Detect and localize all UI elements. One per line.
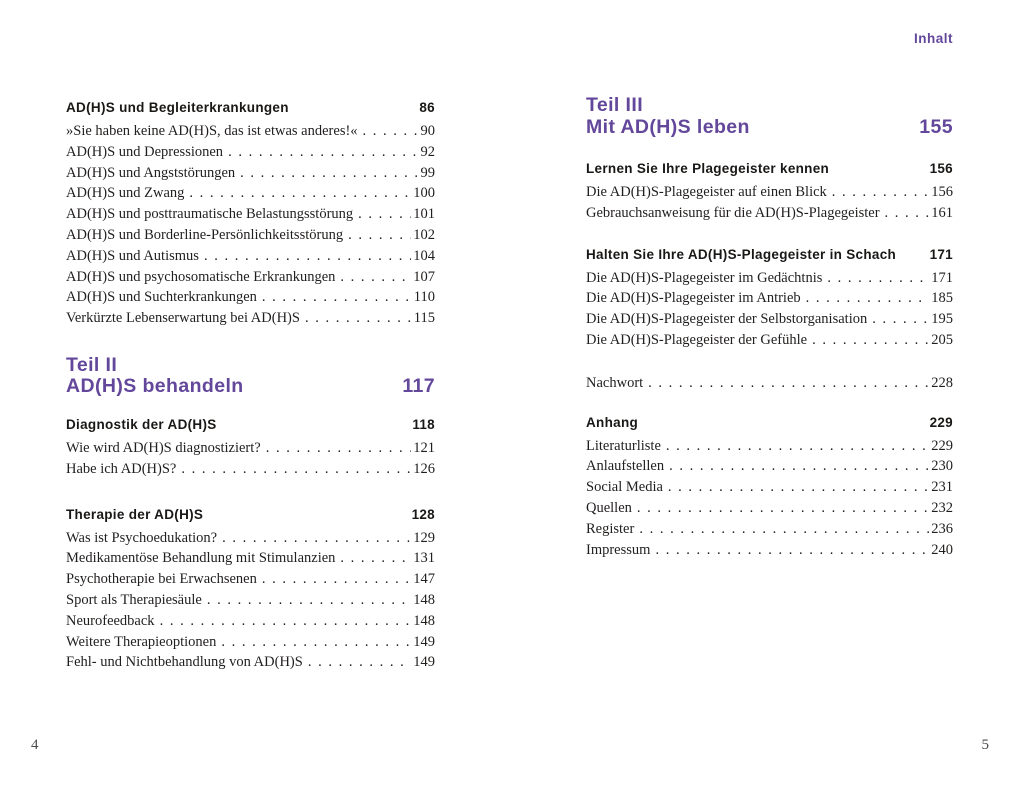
dot-leader <box>308 652 411 673</box>
toc-section-heading <box>66 414 435 436</box>
toc-right-page <box>586 95 953 560</box>
toc-entry <box>586 288 953 309</box>
part-heading-line2: Mit AD(H)S leben <box>586 115 750 138</box>
toc-entry <box>66 438 435 459</box>
toc-entry <box>66 163 435 184</box>
part-heading-teil-3 <box>586 95 953 138</box>
toc-section <box>66 504 435 674</box>
toc-entry <box>66 204 435 225</box>
dot-leader <box>305 308 412 329</box>
toc-entry-page: 161 <box>931 204 953 221</box>
toc-entry <box>586 182 953 203</box>
toc-entry <box>66 142 435 163</box>
dot-leader <box>648 373 929 394</box>
dot-leader <box>655 540 929 561</box>
dot-leader <box>262 569 411 590</box>
toc-entry <box>66 267 435 288</box>
toc-section-page: 128 <box>411 506 435 522</box>
toc-entry-title: Neurofeedback <box>66 612 155 629</box>
page-number-right: 5 <box>981 737 989 753</box>
dot-leader <box>240 163 418 184</box>
toc-entry-title: Die AD(H)S-Plagegeister auf einen Blick <box>586 184 827 200</box>
toc-section-page: 171 <box>929 246 953 262</box>
toc-entry-title: Die AD(H)S-Plagegeister der Gefühle <box>586 331 808 348</box>
toc-section-heading <box>586 158 953 180</box>
toc-entry <box>586 203 953 224</box>
toc-section-title: Anhang <box>586 414 639 430</box>
toc-entry-page: 240 <box>931 541 953 558</box>
toc-entry-title: AD(H)S und Borderline-Persönlichkeitsstörung <box>66 226 344 243</box>
dot-leader <box>812 330 929 351</box>
toc-entry <box>66 528 435 549</box>
toc-entry <box>66 246 435 267</box>
dot-leader <box>160 611 412 632</box>
toc-entry-page: 104 <box>413 247 435 264</box>
toc-entry-page: 230 <box>931 458 953 475</box>
toc-section-title: Therapie der AD(H)S <box>66 506 204 522</box>
toc-section-page: 118 <box>412 416 435 432</box>
toc-entry-page: 231 <box>931 479 953 496</box>
toc-entry-page: 149 <box>413 654 435 671</box>
toc-entry-title: Impressum <box>586 541 651 558</box>
part-heading-page: 155 <box>919 115 953 138</box>
dot-leader <box>363 121 419 142</box>
toc-entry <box>586 498 953 519</box>
toc-entry-nachwort <box>586 373 953 394</box>
part-heading-page: 117 <box>402 375 435 398</box>
dot-leader <box>639 519 929 540</box>
dot-leader <box>340 548 411 569</box>
dot-leader <box>181 459 411 480</box>
toc-entry-title: Quellen <box>586 499 632 516</box>
part-heading-teil-2 <box>66 355 435 398</box>
toc-section-title: Diagnostik der AD(H)S <box>66 416 217 432</box>
toc-entry-title: AD(H)S und Zwang <box>66 185 185 202</box>
toc-entry-title: AD(H)S und Autismus <box>66 247 199 264</box>
toc-section <box>66 414 435 480</box>
toc-entry-page: 236 <box>931 520 953 537</box>
toc-entry <box>66 121 435 142</box>
dot-leader <box>189 183 411 204</box>
toc-entry <box>66 308 435 329</box>
toc-entry-title: Psychotherapie bei Erwachsenen <box>66 571 257 588</box>
toc-entry-page: 99 <box>420 164 435 181</box>
toc-entry <box>586 477 953 498</box>
toc-entry-page: 205 <box>931 331 953 348</box>
part-heading-line2: AD(H)S behandeln <box>66 375 244 398</box>
toc-entry-page: 148 <box>413 612 435 629</box>
toc-entry-title: »Sie haben keine AD(H)S, das ist etwas anderes!« <box>66 123 358 139</box>
toc-entry-page: 131 <box>413 550 435 567</box>
toc-entry-page: 100 <box>413 185 435 202</box>
toc-entry <box>66 548 435 569</box>
toc-section-page: 156 <box>929 161 953 176</box>
running-head: Inhalt <box>914 31 953 46</box>
toc-entry-title: Verkürzte Lebenserwartung bei AD(H)S <box>66 310 300 327</box>
toc-section-title: Halten Sie Ihre AD(H)S-Plagegeister in Schach <box>586 246 897 262</box>
toc-entry-title: Gebrauchsanweisung für die AD(H)S-Plagegeister <box>586 204 880 221</box>
toc-entry-page: 92 <box>420 143 435 160</box>
toc-entry-page: 149 <box>413 633 435 650</box>
toc-entry <box>586 436 953 457</box>
dot-leader <box>348 225 411 246</box>
toc-entry-title: Sport als Therapiesäule <box>66 591 202 608</box>
page-number-left: 4 <box>31 737 39 753</box>
toc-entry-title: Wie wird AD(H)S diagnostiziert? <box>66 439 261 456</box>
dot-leader <box>668 477 929 498</box>
dot-leader <box>666 436 929 457</box>
dot-leader <box>832 182 929 203</box>
toc-section-heading <box>66 504 435 526</box>
toc-entry-title: Die AD(H)S-Plagegeister im Antrieb <box>586 290 801 307</box>
dot-leader <box>340 267 411 288</box>
toc-entry <box>66 652 435 673</box>
toc-section <box>66 97 435 329</box>
toc-entry <box>66 459 435 480</box>
toc-entry-page: 195 <box>931 311 953 328</box>
toc-entry-title: Anlaufstellen <box>586 458 665 475</box>
toc-entry-title: Was ist Psychoedukation? <box>66 529 218 546</box>
toc-section-heading <box>586 412 953 434</box>
toc-entry-title: AD(H)S und Suchterkrankungen <box>66 289 257 306</box>
toc-section <box>586 412 953 561</box>
toc-section-heading <box>586 244 953 266</box>
dot-leader <box>207 590 411 611</box>
toc-entry-title: Medikamentöse Behandlung mit Stimulanzien <box>66 550 336 567</box>
toc-entry-title: Die AD(H)S-Plagegeister der Selbstorganisation <box>586 311 868 328</box>
dot-leader <box>204 246 411 267</box>
dot-leader <box>222 528 411 549</box>
toc-section-title: AD(H)S und Begleiterkrankungen <box>66 100 289 115</box>
dot-leader <box>669 456 929 477</box>
toc-entry-page: 156 <box>931 184 953 200</box>
toc-entry-page: 107 <box>413 268 435 285</box>
toc-entry-title: Die AD(H)S-Plagegeister im Gedächtnis <box>586 269 823 286</box>
toc-left-page <box>66 97 435 673</box>
toc-entry-title: Nachwort <box>586 374 644 391</box>
toc-section-page: 86 <box>419 100 435 115</box>
dot-leader <box>228 142 418 163</box>
dot-leader <box>358 204 411 225</box>
toc-entry-page: 90 <box>420 123 435 139</box>
toc-entry-page: 148 <box>413 591 435 608</box>
part-heading-line1: Teil III <box>586 94 644 116</box>
toc-entry-page: 102 <box>413 226 435 243</box>
toc-entry <box>66 611 435 632</box>
toc-entry-page: 110 <box>413 289 435 306</box>
toc-entry-page: 229 <box>931 437 953 454</box>
toc-entry-page: 147 <box>413 571 435 588</box>
dot-leader <box>221 632 411 653</box>
toc-entry-title: Habe ich AD(H)S? <box>66 460 177 477</box>
toc-section <box>586 158 953 224</box>
toc-entry-page: 171 <box>931 269 953 286</box>
toc-entry <box>586 330 953 351</box>
toc-entry-page: 101 <box>413 206 435 223</box>
dot-leader <box>266 438 412 459</box>
toc-entry-title: Literaturliste <box>586 437 661 454</box>
toc-entry <box>66 632 435 653</box>
toc-entry-title: AD(H)S und Depressionen <box>66 143 224 160</box>
toc-entry-page: 232 <box>931 499 953 516</box>
toc-entry-title: AD(H)S und psychosomatische Erkrankungen <box>66 268 336 285</box>
toc-entry-page: 115 <box>413 310 435 327</box>
toc-entry-title: Social Media <box>586 479 663 496</box>
dot-leader <box>872 309 929 330</box>
dot-leader <box>806 288 930 309</box>
toc-entry-title: Weitere Therapieoptionen <box>66 633 217 650</box>
toc-entry <box>66 569 435 590</box>
toc-entry-title: AD(H)S und posttraumatische Belastungsstörung <box>66 206 354 223</box>
toc-entry-page: 185 <box>931 290 953 307</box>
toc-entry <box>66 590 435 611</box>
dot-leader <box>885 203 930 224</box>
toc-entry-title: Fehl- und Nichtbehandlung von AD(H)S <box>66 654 303 671</box>
toc-section <box>586 244 953 351</box>
dot-leader <box>827 268 929 289</box>
toc-entry <box>586 456 953 477</box>
part-heading-line1: Teil II <box>66 353 118 376</box>
toc-entry-page: 121 <box>413 439 435 456</box>
toc-entry-page: 126 <box>413 460 435 477</box>
toc-section-heading <box>66 97 435 119</box>
toc-entry <box>66 225 435 246</box>
toc-section-title: Lernen Sie Ihre Plagegeister kennen <box>586 161 830 176</box>
toc-entry <box>586 309 953 330</box>
toc-entry <box>586 540 953 561</box>
toc-entry-title: AD(H)S und Angststörungen <box>66 164 236 181</box>
toc-entry <box>586 268 953 289</box>
toc-entry-title: Register <box>586 520 635 537</box>
toc-section-page: 229 <box>929 414 953 430</box>
toc-entry-page: 228 <box>931 374 953 391</box>
dot-leader <box>637 498 929 519</box>
toc-entry-page: 129 <box>413 529 435 546</box>
toc-entry <box>66 287 435 308</box>
toc-entry <box>586 519 953 540</box>
toc-entry <box>66 183 435 204</box>
dot-leader <box>262 287 412 308</box>
